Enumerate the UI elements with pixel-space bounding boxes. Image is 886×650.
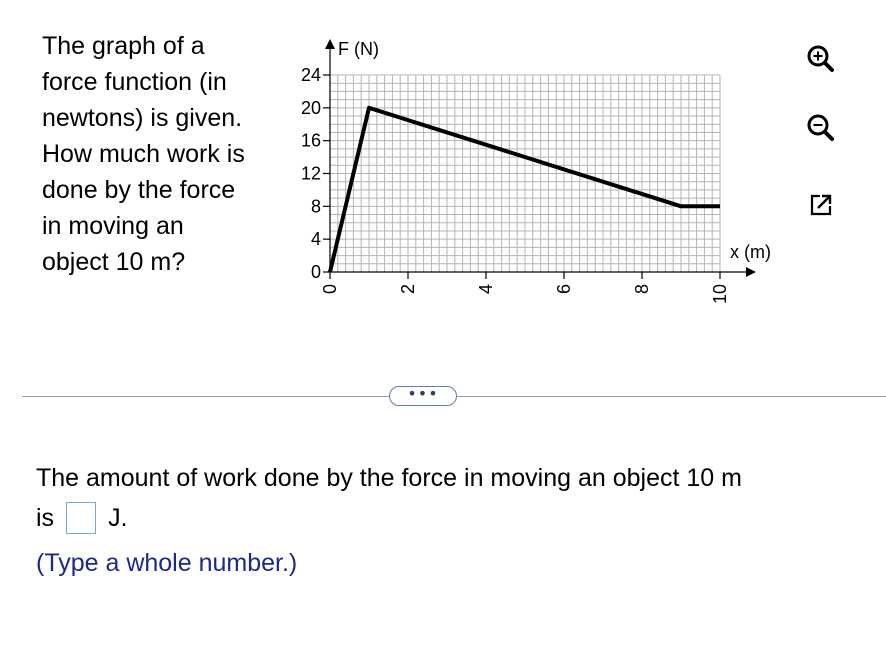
y-axis-arrow [325, 39, 335, 49]
y-tick-label: 16 [300, 130, 321, 151]
popout-button[interactable] [798, 182, 842, 226]
answer-line-2 [36, 500, 866, 536]
question-line: object 10 m? [42, 248, 186, 276]
x-tick-label: 6 [554, 284, 574, 295]
y-tick-label: 4 [310, 229, 321, 250]
answer-statement [36, 460, 866, 536]
x-tick-label: 2 [398, 284, 418, 295]
y-tick-label: 20 [300, 97, 321, 118]
x-tick-label: 4 [476, 284, 496, 295]
y-tick-label: 12 [300, 163, 321, 184]
x-tick-label: 0 [320, 284, 340, 295]
answer-hint: (Type a whole number.) [36, 549, 298, 577]
x-tick-label: 8 [632, 284, 652, 295]
question-line: How much work is [42, 140, 245, 168]
question-line: in moving an [42, 212, 184, 240]
answer-prefix: is [36, 504, 55, 532]
x-axis-arrow [746, 267, 756, 277]
question-line: The graph of a [42, 32, 205, 60]
y-tick-label: 24 [300, 65, 321, 85]
answer-input[interactable] [66, 502, 96, 534]
question-line: force function (in [42, 68, 227, 96]
zoom-out-button[interactable] [798, 106, 842, 150]
zoom-in-button[interactable] [798, 37, 842, 81]
y-tick-label: 0 [310, 262, 321, 282]
zoom-in-icon [798, 37, 842, 81]
more-options-button[interactable]: ••• [389, 386, 457, 406]
y-axis-label: F (N) [338, 39, 379, 59]
zoom-out-icon [798, 106, 842, 150]
answer-unit: J. [108, 504, 128, 532]
x-tick-label: 10 [710, 284, 730, 305]
question-line: newtons) is given. [42, 104, 243, 132]
external-window-icon [798, 182, 842, 226]
answer-line-1: The amount of work done by the force in moving an object 10 m [36, 464, 742, 492]
y-tick-label: 8 [310, 196, 321, 217]
x-axis-label: x (m) [730, 242, 771, 262]
question-line: done by the force [42, 176, 236, 204]
